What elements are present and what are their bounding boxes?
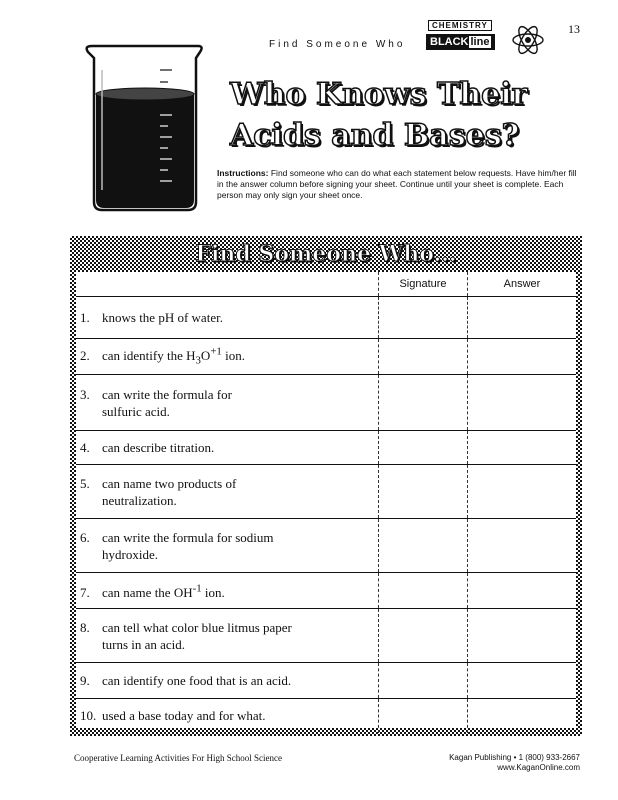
signature-cell[interactable]	[379, 699, 468, 733]
signature-cell[interactable]	[379, 465, 468, 519]
answer-cell[interactable]	[468, 375, 577, 431]
page-number: 13	[568, 22, 580, 36]
row-text: can tell what color blue litmus paper	[102, 619, 292, 635]
instructions	[217, 168, 582, 201]
footer-book-title: Cooperative Learning Activities For High School Science	[74, 753, 282, 763]
atom-icon	[510, 22, 546, 58]
table-row: 9. can identify one food that is an acid.	[76, 663, 576, 699]
table-row: 6. can write the formula for sodium hydroxide.	[76, 519, 576, 573]
row-text: can name the $OH^{-1}$ ion.	[102, 582, 225, 600]
footer-publisher-phone: Kagan Publishing • 1 (800) 933-2667	[449, 753, 580, 762]
signature-cell[interactable]	[379, 573, 468, 609]
logo-bottom-text: BLACK line	[426, 34, 495, 50]
header-signature: Signature	[379, 272, 468, 297]
row-text: can write the formula for sodium	[102, 529, 274, 545]
answer-cell[interactable]	[468, 431, 577, 465]
row-text: can name two products of	[102, 475, 237, 491]
table-row: 1. knows the pH of water.	[76, 297, 576, 339]
footer-publisher	[430, 753, 580, 773]
row-text: can write the formula for	[102, 386, 232, 402]
signature-cell[interactable]	[379, 297, 468, 339]
answer-cell[interactable]	[468, 699, 577, 733]
signature-cell[interactable]	[379, 663, 468, 699]
chemistry-blackline-logo	[426, 20, 550, 60]
instructions-text: Find someone who can do what each statement below requests. Have him/her fill in the answer column before signing your sheet. Continue until your sheet is complete. Each person may only sign your sheet once.	[217, 168, 577, 200]
answer-cell[interactable]	[468, 465, 577, 519]
answer-cell[interactable]	[468, 663, 577, 699]
answer-cell[interactable]	[468, 609, 577, 663]
answer-cell[interactable]	[468, 339, 577, 375]
title-line-2: Acids and Bases?	[230, 118, 520, 153]
signature-cell[interactable]	[379, 431, 468, 465]
table-row: 4. can describe titration.	[76, 431, 576, 465]
logo-top-text: CHEMISTRY	[428, 20, 492, 31]
table-row: 8. can tell what color blue litmus paper turns in an acid.	[76, 609, 576, 663]
row-text: can describe titration.	[102, 440, 215, 455]
row-text-cont: neutralization.	[102, 492, 177, 508]
row-text-cont: turns in an acid.	[102, 636, 186, 652]
row-text: used a base today and for what.	[102, 708, 266, 724]
answer-cell[interactable]	[468, 573, 577, 609]
header-answer: Answer	[468, 272, 577, 297]
signature-cell[interactable]	[379, 339, 468, 375]
table-row: 5. can name two products of neutralization.	[76, 465, 576, 519]
worksheet-frame	[70, 236, 582, 736]
beaker-icon	[80, 40, 210, 215]
table-row: 2. can identify the $H_3O^{+1}$ ion.	[76, 339, 576, 375]
banner-title: Find Someone Who...	[195, 241, 457, 267]
row-text: can identify one food that is an acid.	[102, 673, 292, 688]
signature-cell[interactable]	[379, 609, 468, 663]
row-text-cont: hydroxide.	[102, 546, 158, 562]
header-item	[76, 272, 379, 297]
table-row: 3. can write the formula for sulfuric acid.	[76, 375, 576, 431]
row-text: can identify the $H_3O^{+1}$ ion.	[102, 345, 245, 367]
table-row: 7. can name the $OH^{-1}$ ion.	[76, 573, 576, 609]
table-header-row	[76, 272, 576, 297]
footer-publisher-url: www.KaganOnline.com	[497, 763, 580, 772]
row-text-cont: sulfuric acid.	[102, 403, 170, 419]
page-title	[230, 74, 600, 156]
signature-cell[interactable]	[379, 375, 468, 431]
row-text: knows the pH of water.	[102, 310, 223, 325]
series-label: Find Someone Who	[269, 39, 406, 50]
table-row: 10. used a base today and for what.	[76, 699, 576, 733]
worksheet-table	[76, 272, 576, 733]
answer-cell[interactable]	[468, 297, 577, 339]
signature-cell[interactable]	[379, 519, 468, 573]
instructions-label: Instructions:	[217, 168, 269, 178]
title-line-1: Who Knows Their	[230, 77, 528, 112]
answer-cell[interactable]	[468, 519, 577, 573]
worksheet-table-area	[76, 272, 576, 728]
